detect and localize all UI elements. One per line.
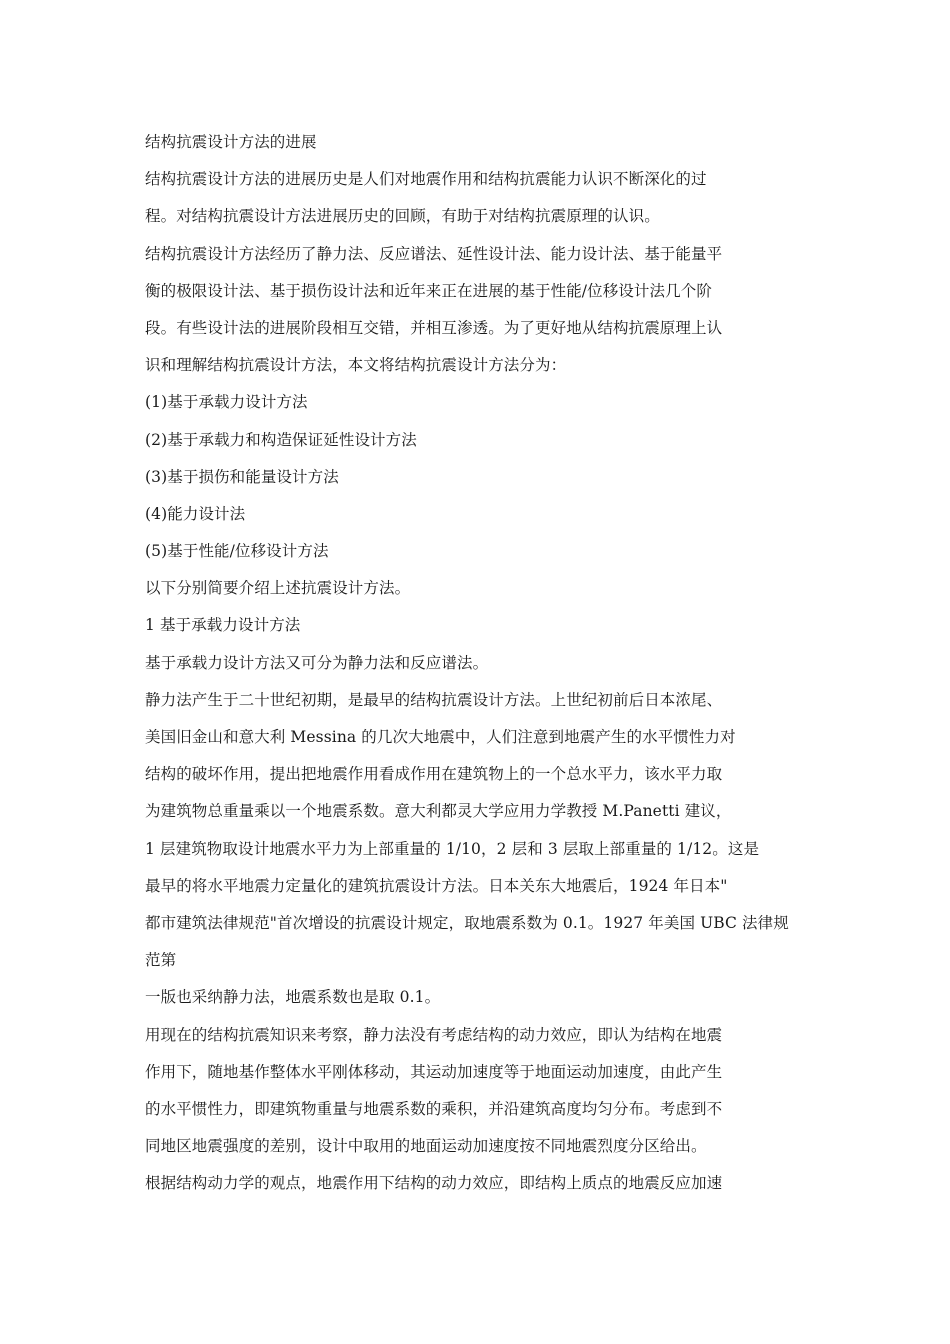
text-line: 一版也采纳静力法，地震系数也是取 0.1。 bbox=[145, 988, 441, 1007]
list-item: (4)能力设计法 bbox=[145, 504, 246, 523]
text-line: 最早的将水平地震力定量化的建筑抗震设计方法。日本关东大地震后，1924 年日本" bbox=[145, 876, 728, 895]
text-line: 结构抗震设计方法的进展历史是人们对地震作用和结构抗震能力认识不断深化的过 bbox=[145, 170, 707, 189]
list-item: (3)基于损伤和能量设计方法 bbox=[145, 467, 339, 486]
text-line: 都市建筑法律规范"首次增设的抗震设计规定，取地震系数为 0.1。1927 年美国 UBC 法律规 bbox=[145, 913, 789, 932]
text-line: 的水平惯性力，即建筑物重量与地震系数的乘积，并沿建筑高度均匀分布。考虑到不 bbox=[145, 1099, 723, 1118]
text-line: 段。有些设计法的进展阶段相互交错，并相互渗透。为了更好地从结构抗震原理上认 bbox=[145, 318, 723, 337]
text-line: 美国旧金山和意大利 Messina 的几次大地震中，人们注意到地震产生的水平惯性力对 bbox=[145, 728, 736, 746]
document-title: 结构抗震设计方法的进展 bbox=[145, 133, 317, 151]
text-line: 程。对结构抗震设计方法进展历史的回顾，有助于对结构抗震原理的认识。 bbox=[145, 207, 660, 226]
section-heading: 1 基于承载力设计方法 bbox=[145, 616, 301, 635]
text-line: 以下分别简要介绍上述抗震设计方法。 bbox=[145, 579, 411, 598]
list-item: (1)基于承载力设计方法 bbox=[145, 393, 308, 412]
text-line: 为建筑物总重量乘以一个地震系数。意大利都灵大学应用力学教授 M.Panetti 建议， bbox=[145, 802, 732, 821]
text-line: 识和理解结构抗震设计方法，本文将结构抗震设计方法分为： bbox=[145, 356, 567, 375]
text-line: 范第 bbox=[145, 951, 177, 970]
text-line: 作用下，随地基作整体水平刚体移动，其运动加速度等于地面运动加速度，由此产生 bbox=[145, 1062, 723, 1081]
text-line: 用现在的结构抗震知识来考察，静力法没有考虑结构的动力效应，即认为结构在地震 bbox=[145, 1025, 723, 1044]
text-line: 静力法产生于二十世纪初期，是最早的结构抗震设计方法。上世纪初前后日本浓尾、 bbox=[145, 690, 723, 709]
document-body bbox=[145, 124, 825, 1202]
text-line: 结构抗震设计方法经历了静力法、反应谱法、延性设计法、能力设计法、基于能量平 bbox=[145, 244, 723, 263]
text-line: 结构的破坏作用，提出把地震作用看成作用在建筑物上的一个总水平力，该水平力取 bbox=[145, 765, 723, 784]
text-line: 同地区地震强度的差别，设计中取用的地面运动加速度按不同地震烈度分区给出。 bbox=[145, 1137, 707, 1156]
list-item: (5)基于性能/位移设计方法 bbox=[145, 542, 329, 561]
text-line: 基于承载力设计方法又可分为静力法和反应谱法。 bbox=[145, 653, 489, 672]
text-line: 衡的极限设计法、基于损伤设计法和近年来正在进展的基于性能/位移设计法几个阶 bbox=[145, 281, 712, 300]
list-item: (2)基于承载力和构造保证延性设计方法 bbox=[145, 430, 417, 449]
text-line: 1 层建筑物取设计地震水平力为上部重量的 1/10，2 层和 3 层取上部重量的 1/12。这是 bbox=[145, 839, 760, 858]
text-line: 根据结构动力学的观点，地震作用下结构的动力效应，即结构上质点的地震反应加速 bbox=[145, 1174, 723, 1193]
